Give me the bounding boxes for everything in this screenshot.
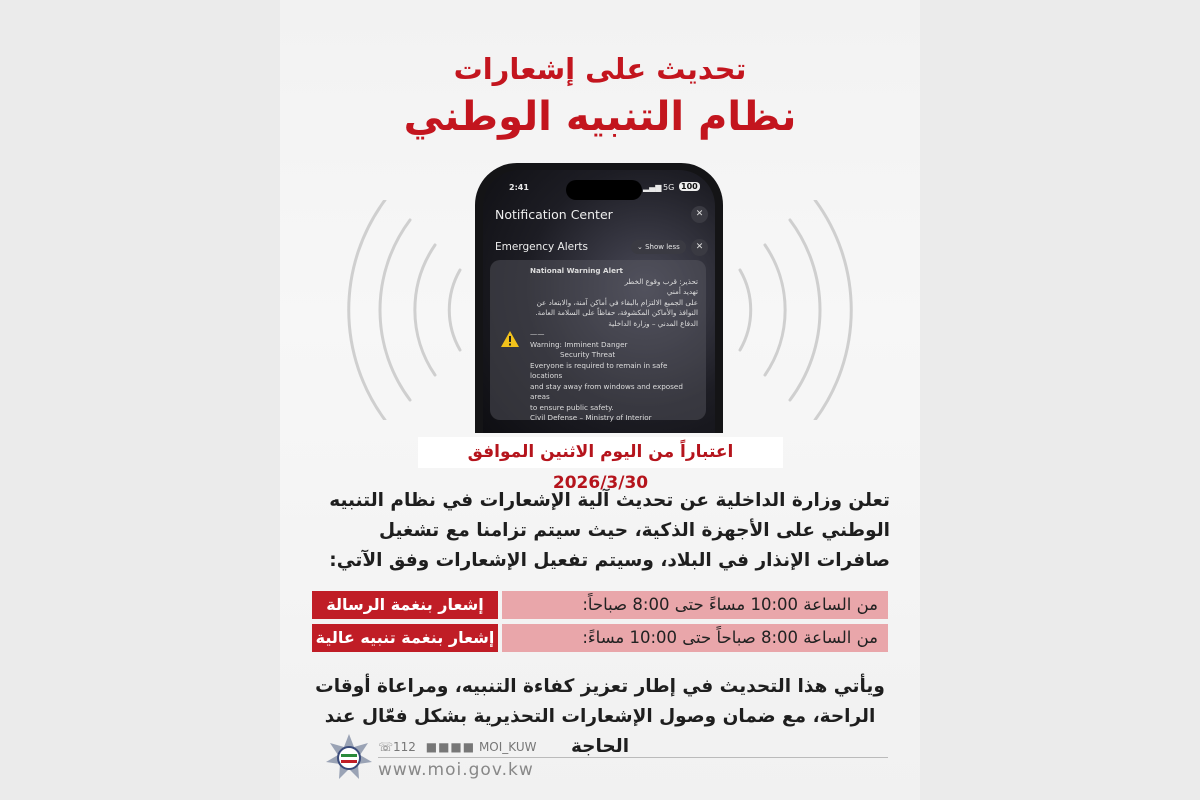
alert-en-line: Civil Defense – Ministry of Interior [530, 413, 652, 422]
alert-title: National Warning Alert [530, 266, 623, 275]
effective-date-banner: اعتباراً من اليوم الاثنين الموافق 2026/3/30 [418, 437, 783, 468]
battery-icon: 100 [681, 182, 698, 191]
emergency-number: 112 [393, 740, 416, 754]
alert-en-line: Security Threat [560, 350, 616, 359]
website-link[interactable]: www.moi.gov.kw [378, 760, 534, 780]
close-icon[interactable]: ✕ [691, 206, 708, 223]
notification-type: إشعار بنغمة تنبيه عالية [312, 624, 498, 652]
warning-icon [500, 330, 520, 348]
schedule-row [312, 624, 888, 652]
notification-center-title: Notification Center [495, 207, 613, 222]
footer-divider [378, 757, 888, 758]
phone-screen [483, 170, 715, 433]
dismiss-icon[interactable]: ✕ [691, 239, 708, 256]
show-less-label: Show less [645, 243, 680, 251]
alert-ar-line: على الجميع الالتزام بالبقاء في أماكن آمنة، والابتعاد عن [536, 297, 698, 307]
signal-icon: ▂▄▆ [643, 183, 662, 192]
time-range: من الساعة 8:00 صباحاً حتى 10:00 مساءً: [502, 624, 888, 652]
network-label: 5G [663, 183, 675, 192]
chevron-down-icon: ⌄ [637, 243, 646, 251]
show-less-button[interactable] [631, 240, 686, 254]
alert-en-line: Warning: Imminent Danger [530, 339, 628, 349]
time-range: من الساعة 10:00 مساءً حتى 8:00 صباحاً: [502, 591, 888, 619]
alert-en-line: to ensure public safety. [530, 402, 614, 412]
contact-line [378, 740, 536, 754]
dynamic-island [566, 180, 642, 200]
phone-mockup [475, 163, 723, 433]
alert-ar-line: تحذير: قرب وقوع الخطر [624, 276, 698, 286]
social-icons: ■■■■ [425, 740, 476, 754]
title-line-2: نظام التنبيه الوطني [403, 94, 797, 140]
intro-paragraph: تعلن وزارة الداخلية عن تحديث آلية الإشعارات في نظام التنبيه الوطني على الأجهزة الذكية، حيث سيتم تزامنا مع تشغيل صافرات الإنذار في البلاد، وسيتم تفعيل الإشعارات وفق الآتي: [329, 490, 890, 571]
social-handle: MOI_KUW [478, 740, 537, 754]
notification-type: إشعار بنغمة الرسالة [312, 591, 498, 619]
alert-en-line: Everyone is required to remain in safe locations [530, 360, 668, 380]
title-line-1: تحديث على إشعارات [453, 52, 747, 86]
alert-card[interactable]: National Warning Alert تحذير: قرب وقوع الخطر تهديد أمني على الجميع الالتزام بالبقاء في أماكن آمنة، والابتعاد عن النوافذ والأماكن المكشوفة، حفاظاً على السلامة العامة. الدفاع المدني – وزارة الداخلية —— Warning: Imminent Danger Security Threat Everyone is required to remain in safe locations and stay away from windows and exposed areas to ensure public safety. Civil Defense – Ministry of Interior [490, 260, 706, 420]
alert-en-line: and stay away from windows and exposed areas [530, 381, 683, 401]
alert-ar-line: النوافذ والأماكن المكشوفة، حفاظاً على السلامة العامة. [535, 308, 698, 317]
alert-ar-line: تهديد أمني [666, 287, 698, 296]
emergency-alerts-label: Emergency Alerts [495, 241, 589, 253]
phone-icon: ☏ [378, 740, 394, 754]
schedule-row [312, 591, 888, 619]
closing-paragraph: ويأتي هذا التحديث في إطار تعزيز كفاءة التنبيه، ومراعاة أوقات الراحة، مع ضمان وصول الإشعارات التحذيرية بشكل فعّال عند الحاجة [315, 676, 885, 757]
status-time: 2:41 [509, 183, 529, 192]
moi-logo-icon [326, 734, 372, 780]
alert-ar-line: الدفاع المدني – وزارة الداخلية [608, 318, 698, 328]
